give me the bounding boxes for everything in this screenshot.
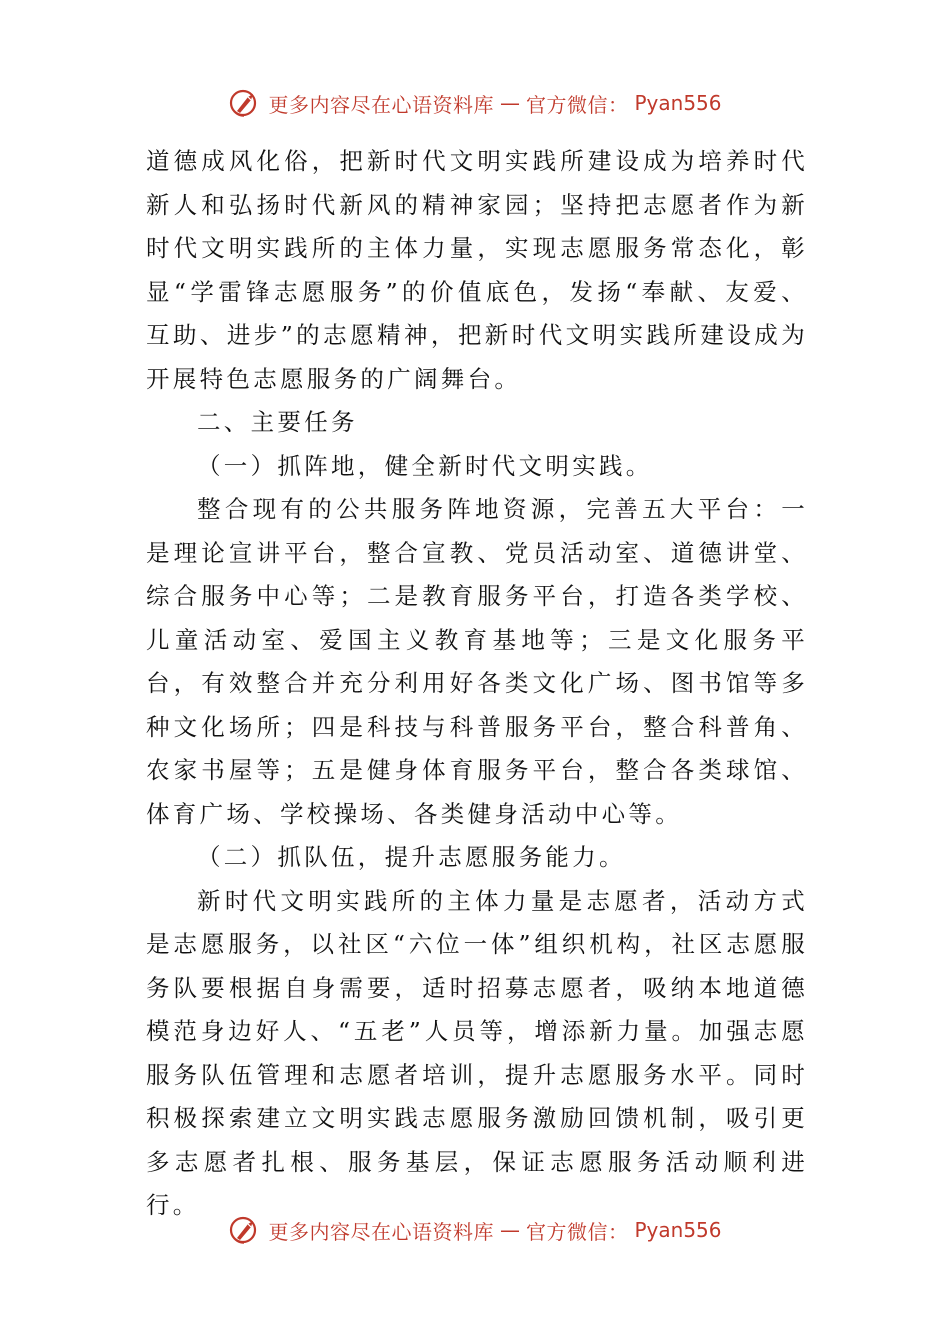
watermark-dash: — xyxy=(499,91,520,115)
paragraph-continuation: 道德成风化俗，把新时代文明实践所建设成为培养时代新人和弘扬时代新风的精神家园；坚持把志愿者作为新时代文明实践所的主体力量，实现志愿服务常态化，彰显“学雷锋志愿服务”的价值底色，发扬“奉献、友爱、互助、进步”的志愿精神，把新时代文明实践所建设成为开展特色志愿服务的广阔舞台。 xyxy=(146,147,808,393)
watermark-brand: 更多内容尽在心语资料库 xyxy=(268,92,494,117)
watermark-contact-id: Pyan556 xyxy=(634,91,722,115)
pen-nib-seal-icon xyxy=(228,1213,262,1247)
footer-watermark xyxy=(0,1210,950,1250)
paragraph-five-platforms: 整合现有的公共服务阵地资源，完善五大平台：一是理论宣讲平台，整合宣教、党员活动室、道德讲堂、综合服务中心等；二是教育服务平台，打造各类学校、儿童活动室、爱国主义教育基地等；三是文化服务平台，有效整合并充分利用好各类文化广场、图书馆等多种文化场所；四是科技与科普服务平台，整合科普角、农家书屋等；五是健身体育服务平台，整合各类球馆、体育广场、学校操场、各类健身活动中心等。 xyxy=(146,495,808,828)
section-heading-main-tasks: 二、主要任务 xyxy=(197,408,358,436)
subheading-positions: （一）抓阵地，健全新时代文明实践。 xyxy=(197,451,653,480)
subheading-team: （二）抓队伍，提升志愿服务能力。 xyxy=(197,843,626,871)
watermark-contact-id: Pyan556 xyxy=(634,1218,722,1242)
header-watermark xyxy=(0,83,950,123)
watermark-contact-label: 官方微信： xyxy=(525,1219,629,1244)
watermark-dash: — xyxy=(499,1218,520,1242)
pen-nib-seal-icon xyxy=(228,86,262,120)
watermark-contact-label: 官方微信： xyxy=(525,92,629,117)
document-body xyxy=(146,140,808,1228)
paragraph-volunteers: 新时代文明实践所的主体力量是志愿者，活动方式是志愿服务，以社区“六位一体”组织机构，社区志愿服务队要根据自身需要，适时招募志愿者，吸纳本地道德模范身边好人、“五老”人员等，增添新力量。加强志愿服务队伍管理和志愿者培训，提升志愿服务水平。同时积极探索建立文明实践志愿服务激励回馈机制，吸引更多志愿者扎根、服务基层，保证志愿服务活动顺利进行。 xyxy=(146,886,808,1219)
watermark-brand: 更多内容尽在心语资料库 xyxy=(268,1219,494,1244)
